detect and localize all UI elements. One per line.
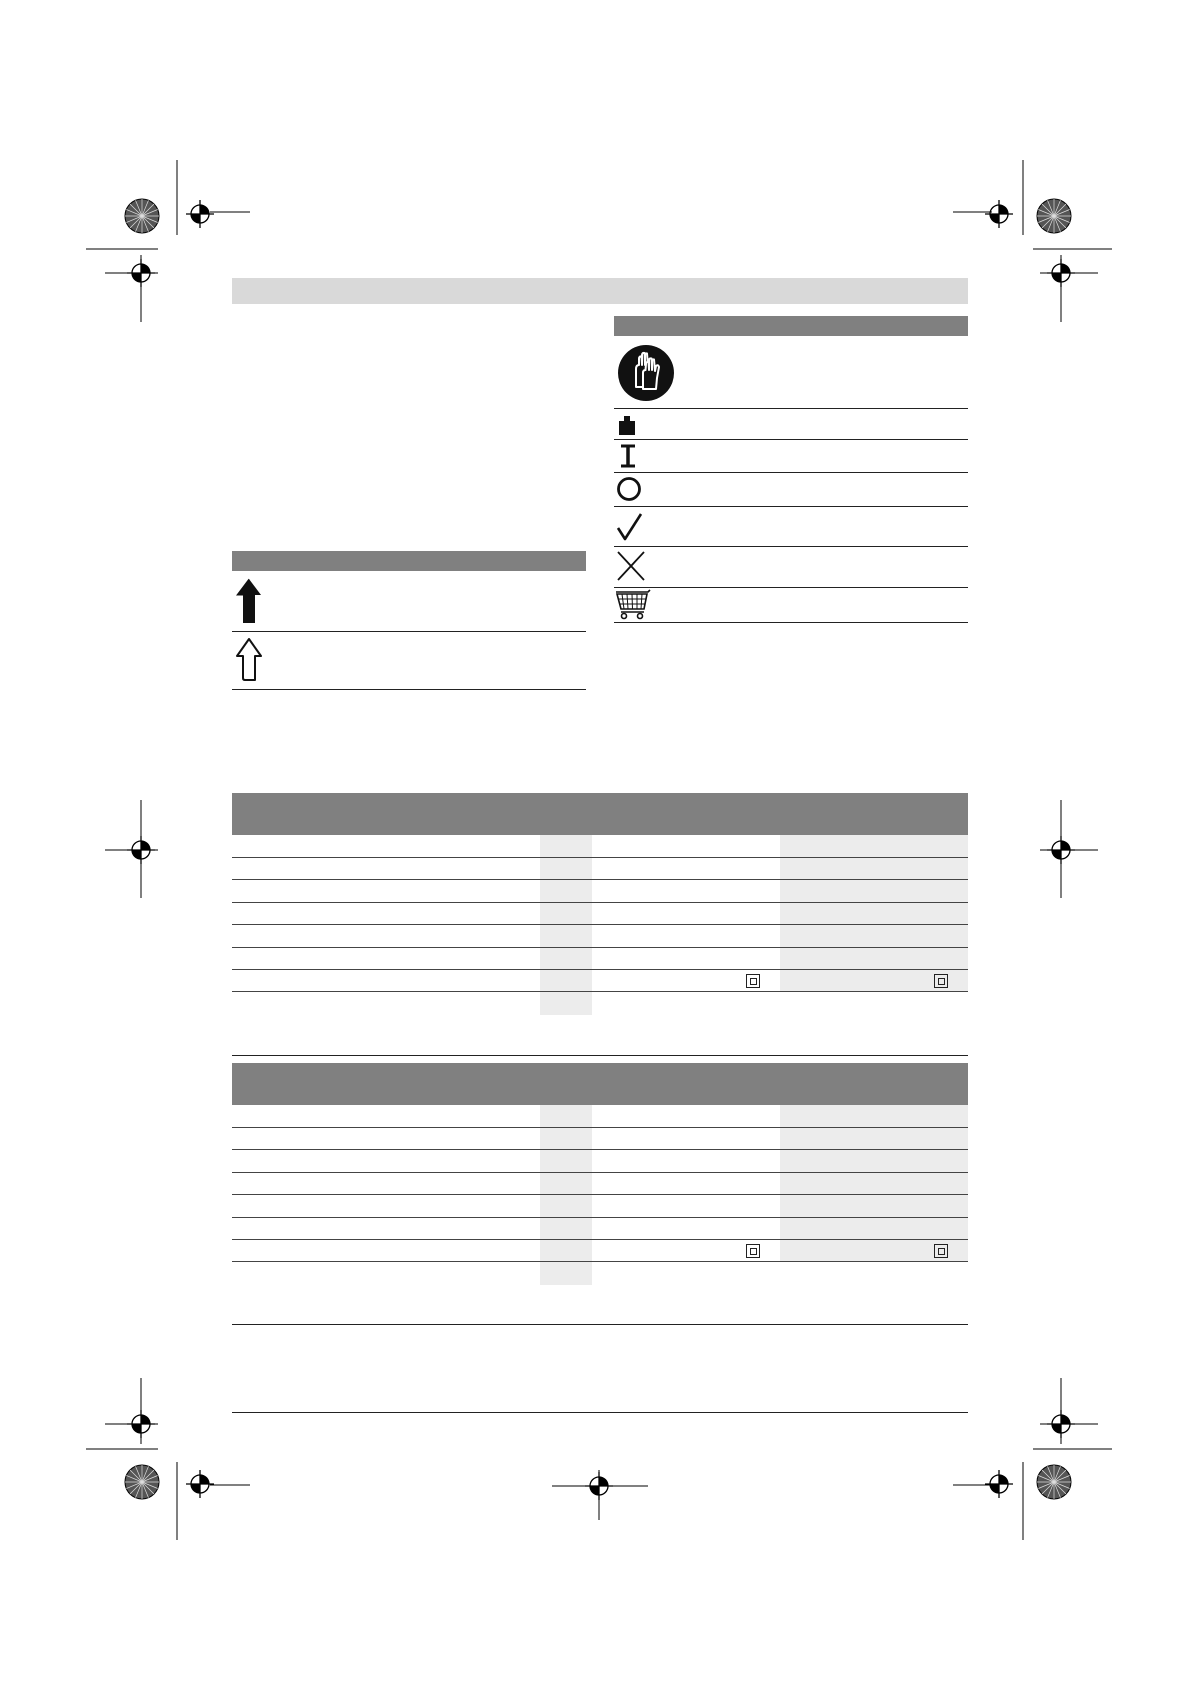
permitted-check-icon xyxy=(615,511,645,543)
table-row xyxy=(232,1127,968,1128)
symbol-row-divider xyxy=(614,587,968,588)
prohibited-cross-icon xyxy=(615,549,647,583)
table-row xyxy=(232,879,968,880)
symbol-row-divider xyxy=(614,622,968,623)
symbol-row-divider xyxy=(614,546,968,547)
symbols-section-header xyxy=(614,316,968,336)
double-square-icon xyxy=(934,974,948,988)
direction-section-header xyxy=(232,551,586,571)
symbol-row-divider xyxy=(232,631,586,632)
table-row xyxy=(232,1261,968,1262)
weight-icon xyxy=(616,413,638,437)
table-row xyxy=(232,1217,968,1218)
double-square-icon xyxy=(934,1244,948,1258)
table-row xyxy=(232,1194,968,1195)
table-shaded-column xyxy=(540,1105,592,1285)
symbol-row-divider xyxy=(614,439,968,440)
symbol-row-divider xyxy=(614,506,968,507)
table-row xyxy=(232,991,968,992)
table-row xyxy=(232,1172,968,1173)
page-footer-rule xyxy=(232,1412,968,1413)
on-switch-icon xyxy=(616,443,640,469)
table-row xyxy=(232,1149,968,1150)
table-row xyxy=(232,1239,968,1240)
table-row xyxy=(232,924,968,925)
table-row xyxy=(232,947,968,948)
off-switch-icon xyxy=(616,476,642,502)
table-row xyxy=(232,857,968,858)
table-bottom-rule xyxy=(232,1324,968,1325)
symbol-row-divider xyxy=(614,472,968,473)
arrow-up-filled-icon xyxy=(234,577,264,627)
symbol-row-divider xyxy=(614,408,968,409)
table-row xyxy=(232,902,968,903)
table-bottom-rule xyxy=(232,1055,968,1056)
double-square-icon xyxy=(746,974,760,988)
technical-data-table-header xyxy=(232,793,968,835)
page-header-band xyxy=(232,278,968,304)
symbol-row-divider xyxy=(232,689,586,690)
table-row xyxy=(232,969,968,970)
shopping-cart-icon xyxy=(614,589,652,621)
protective-gloves-icon xyxy=(616,343,676,403)
arrow-up-outline-icon xyxy=(234,636,264,686)
double-square-icon xyxy=(746,1244,760,1258)
technical-data-table-header xyxy=(232,1063,968,1105)
table-shaded-column xyxy=(540,835,592,1015)
